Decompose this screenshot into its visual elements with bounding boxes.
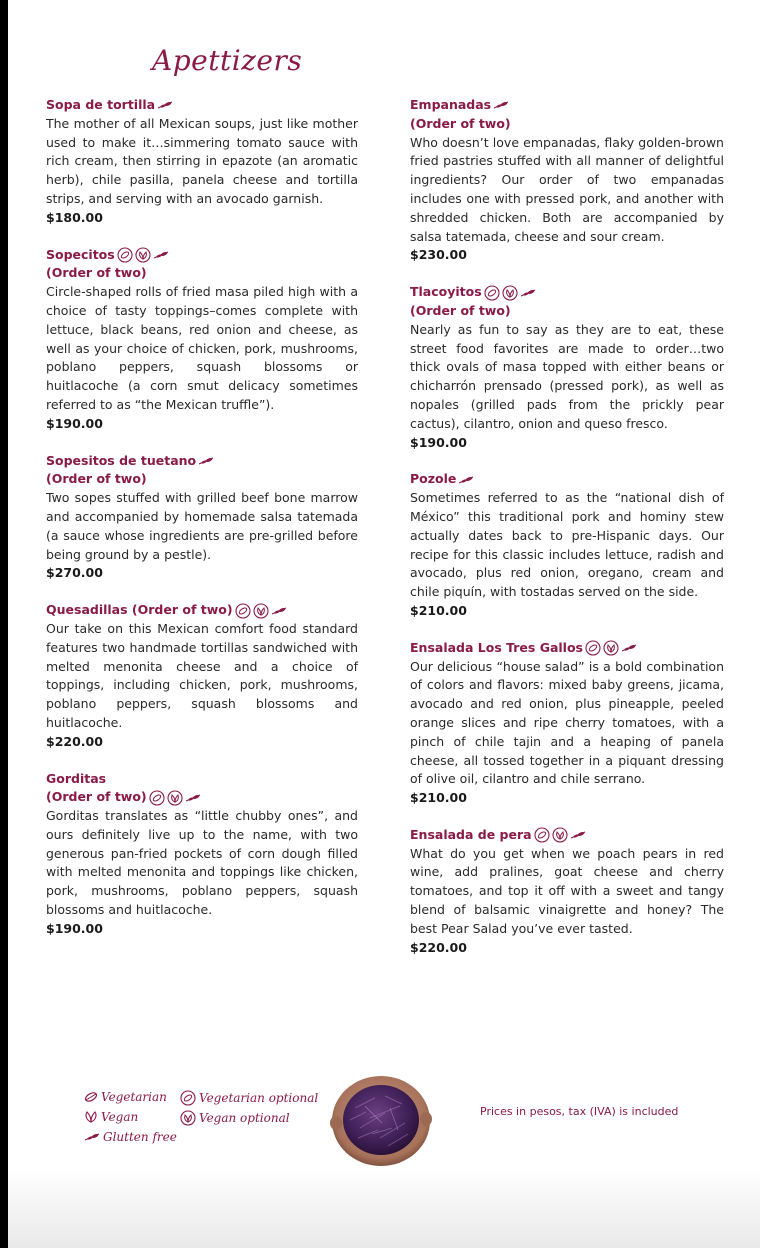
item-subtitle-text: (Order of two)	[46, 789, 147, 805]
vegetarian-optional-icon	[180, 1090, 196, 1106]
vegetarian-icon	[84, 1092, 98, 1102]
item-name	[410, 639, 724, 658]
section-title: Apettizers	[152, 44, 303, 77]
left-column	[46, 96, 358, 957]
item-subtitle-text: (Order of two)	[46, 265, 147, 281]
menu-item	[410, 283, 724, 452]
item-description: Nearly as fun to say as they are to eat, these street food favorites are made to order…two thick ovals of masa topped with either beans or chicharrón prensado (pressed pork), as well as nopales (grilled pads from the prickly pear cactus), cilantro, onion and queso fresco.	[410, 321, 724, 431]
right-column	[410, 96, 724, 975]
vegan-optional-icon	[502, 285, 518, 301]
item-subtitle	[46, 264, 358, 283]
item-description: What do you get when we poach pears in red wine, add pralines, goat cheese and cherry tomatoes, and top it off with a sweet and tangy blend of balsamic vinaigrette and honey? The best Pear Salad you’ve ever tasted.	[410, 845, 724, 936]
gluten-free-icon	[153, 251, 169, 259]
dietary-legend	[82, 1090, 322, 1170]
menu-item	[410, 96, 724, 265]
item-name-text: Sopecitos	[46, 246, 115, 262]
item-description: Two sopes stuffed with grilled beef bone marrow and accompanied by homemade salsa tatemada (a sauce whose ingredients are pre-grilled before being ground by a pestle).	[46, 490, 358, 562]
item-price: $230.00	[410, 247, 467, 263]
vegan-optional-icon	[603, 640, 619, 656]
vegetarian-optional-icon	[534, 827, 550, 843]
vegan-optional-icon	[552, 827, 568, 843]
item-name-text: Quesadillas (Order of two)	[46, 602, 233, 618]
bowl-image	[330, 1068, 432, 1170]
item-description: Our take on this Mexican comfort food standard features two handmade tortillas sandwiched with melted menonita cheese and a choice of toppings, including chicken, pork, mushrooms, poblano peppers, squash blossoms and huitlacoche.	[46, 620, 358, 730]
item-name	[46, 601, 358, 620]
item-name	[46, 246, 358, 265]
gluten-free-icon	[570, 831, 586, 839]
item-description: Circle-shaped rolls of fried masa piled high with a choice of tasty toppings–comes complete with lettuce, black beans, red onion and cheese, as well as your choice of chicken, pork, mushrooms, poblano peppers, squash blossoms or huitlacoche (a corn smut delicacy sometimes referred to as “the Mexican truffle”).	[46, 284, 358, 412]
menu-item	[410, 826, 724, 958]
gluten-free-icon	[458, 476, 474, 484]
gluten-free-icon	[198, 457, 214, 465]
vegetarian-optional-icon	[235, 603, 251, 619]
item-name-text: Sopesitos de tuetano	[46, 452, 197, 468]
item-name	[410, 283, 724, 302]
vegan-optional-icon	[135, 247, 151, 263]
vegan-optional-icon	[253, 603, 269, 619]
item-name-text: Gorditas	[46, 770, 107, 786]
item-name-text: Sopa de tortilla	[46, 97, 156, 112]
vegetarian-optional-icon	[484, 285, 500, 301]
vegetarian-optional-icon	[149, 790, 165, 806]
item-name-text: Tlacoyitos	[410, 284, 482, 300]
item-price: $210.00	[410, 790, 467, 806]
gluten-free-icon	[621, 644, 637, 652]
price-note: Prices in pesos, tax (IVA) is included	[480, 1105, 679, 1118]
gluten-free-icon	[520, 289, 536, 297]
bottom-shade	[8, 1168, 760, 1248]
legend-vegan: Vegan	[82, 1110, 138, 1124]
item-price: $190.00	[410, 434, 467, 450]
gluten-free-icon	[493, 101, 509, 109]
gluten-free-icon	[84, 1133, 100, 1141]
item-description: Sometimes referred to as the “national dish of México” this traditional pork and hominy stew actually dates back to pre-Hispanic days. Our recipe for this classic includes lettuce, radish and avocado, plus red onion, oregano, cream and chile piquín, with tostadas served on the side.	[410, 490, 724, 600]
menu-item	[410, 470, 724, 620]
item-description: The mother of all Mexican soups, just like mother used to make it…simmering tomato sauce with rich cream, then stirring in epazote (an aromatic herb), chile pasilla, panela cheese and tortilla strips, and serving with an avocado garnish.	[46, 115, 358, 206]
item-description: Our delicious “house salad” is a bold combination of colors and flavors: mixed baby greens, jicama, avocado and red onion, plus pineapple, peeled orange slices and ripe cherry tomatoes, with a pinch of chile tajin and a heaping of panela cheese, all tossed together in a piquant dressing of olive oil, cilantro and chile serrano.	[410, 658, 724, 787]
item-price: $270.00	[46, 565, 103, 581]
menu-item	[46, 452, 358, 584]
vegetarian-optional-icon	[585, 640, 601, 656]
item-name	[46, 452, 358, 471]
item-subtitle	[410, 115, 724, 134]
item-description: Gorditas translates as “little chubby ones”, and ours definitely live up to the name, with two generous pan-fried pockets of corn dough filled with melted menonita and toppings like chicken, pork, mushrooms, poblano peppers, squash blossoms and huitlacoche.	[46, 808, 358, 918]
item-price: $190.00	[46, 415, 103, 431]
vegan-icon	[84, 1111, 98, 1123]
gluten-free-icon	[271, 607, 287, 615]
item-price: $220.00	[46, 733, 103, 749]
item-name	[46, 96, 358, 115]
item-subtitle-text: (Order of two)	[410, 302, 511, 318]
item-name-text: Ensalada Los Tres Gallos	[410, 639, 583, 655]
item-name-text: Empanadas	[410, 97, 492, 112]
item-name-text: Ensalada de pera	[410, 826, 532, 842]
gluten-free-icon	[185, 794, 201, 802]
legend-vegetarian: Vegetarian	[82, 1090, 167, 1104]
item-subtitle	[46, 788, 358, 807]
menu-item	[46, 601, 358, 751]
legend-vegan-optional: Vegan optional	[178, 1110, 290, 1126]
item-price: $190.00	[46, 920, 103, 936]
item-name	[46, 770, 358, 789]
menu-item	[46, 96, 358, 228]
item-name	[410, 96, 724, 115]
item-price: $210.00	[410, 602, 467, 618]
item-price: $180.00	[46, 209, 103, 225]
item-subtitle-text: (Order of two)	[410, 115, 511, 131]
item-subtitle	[46, 470, 358, 489]
menu-item	[410, 639, 724, 808]
item-subtitle	[410, 302, 724, 321]
menu-page	[8, 0, 760, 1248]
gluten-free-icon	[157, 101, 173, 109]
item-name	[410, 470, 724, 489]
vegan-optional-icon	[180, 1110, 196, 1126]
menu-item	[46, 770, 358, 939]
legend-gluten-free: Glutten free	[82, 1130, 177, 1144]
vegan-optional-icon	[167, 790, 183, 806]
item-description: Who doesn’t love empanadas, flaky golden-brown fried pastries stuffed with all manner of delightful ingredients? Our order of two empanadas includes one with pressed pork, and another with shredded chicken. Both are accompanied by salsa tatemada, cheese and sour cream.	[410, 134, 724, 244]
item-subtitle-text: (Order of two)	[46, 471, 147, 487]
item-name-text: Pozole	[410, 471, 457, 487]
menu-item	[46, 246, 358, 434]
item-name	[410, 826, 724, 845]
legend-vegetarian-optional: Vegetarian optional	[178, 1090, 318, 1106]
item-price: $220.00	[410, 939, 467, 955]
vegetarian-optional-icon	[117, 247, 133, 263]
